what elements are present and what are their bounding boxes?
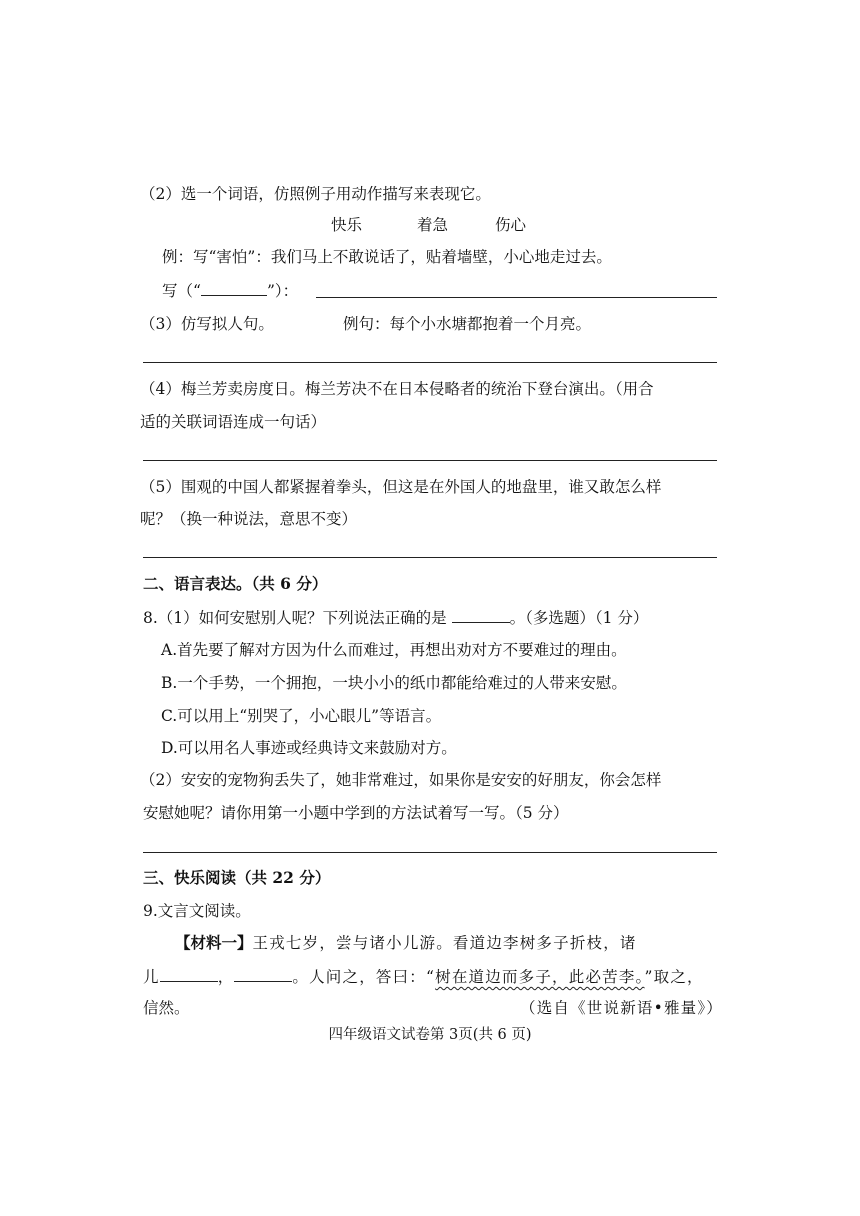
blank-1[interactable] <box>160 965 218 982</box>
option-a: A.首先要了解对方因为什么而难过，再想出劝对方不要难过的理由。 <box>161 641 627 659</box>
option-c: C.可以用上“别哭了，小心眼儿”等语言。 <box>161 707 442 725</box>
q8-2-line1: （2）安安的宠物狗丢失了，她非常难过，如果你是安安的好朋友，你会怎样 <box>140 771 662 789</box>
page-footer: 四年级语文试卷第 3页(共 6 页) <box>328 1027 532 1043</box>
q7-2-prompt: （2）选一个词语，仿照例子用动作描写来表现它。 <box>140 185 491 203</box>
material-label: 【材料一】 <box>175 933 253 952</box>
q7-5-line1: （5）围观的中国人都紧握着拳头，但这是在外国人的地盘里，谁又敢怎么样 <box>140 478 662 496</box>
line2-sep: ， <box>217 968 235 986</box>
word-option-1: 快乐 <box>331 216 363 234</box>
q7-3-prompt: （3）仿写拟人句。 <box>140 315 274 333</box>
line2-end: ”取之， <box>644 968 704 986</box>
q7-4-line2: 适的关联词语连成一句话） <box>140 413 327 431</box>
option-b: B.一个手势，一个拥抱，一块小小的纸巾都能给难过的人带来安慰。 <box>161 674 627 692</box>
q8-2-line2: 安慰她呢？请你用第一小题中学到的方法试着写一写。（5 分） <box>143 804 569 822</box>
q7-3-example: 例句：每个小水塘都抱着一个月亮。 <box>343 315 592 333</box>
section2-title: 二、语言表达。（共 6 分） <box>143 574 328 593</box>
q7-5-line2: 呢？（换一种说法，意思不变） <box>140 510 358 528</box>
blank-2[interactable] <box>234 965 292 982</box>
answer-line-q7-4[interactable] <box>143 460 717 461</box>
option-d: D.可以用名人事迹或经典诗文来鼓励对方。 <box>161 739 457 757</box>
section3-title: 三、快乐阅读（共 22 分） <box>143 868 331 887</box>
q8-1-suffix: 。（多选题）（1 分） <box>509 609 649 627</box>
q8-1-prefix: 8.（1）如何安慰别人呢？下列说法正确的是 <box>143 609 447 627</box>
q7-2-example: 例：写“害怕”：我们马上不敢说话了，贴着墙壁，小心地走过去。 <box>162 248 612 266</box>
material-one-line3: 信然。 <box>143 999 190 1017</box>
source-citation: （选自《世说新语•雅量》） <box>520 999 723 1017</box>
answer-line-q7-5[interactable] <box>143 557 717 558</box>
write-mid: ”）： <box>266 282 299 300</box>
answer-line-q7-2[interactable] <box>316 297 717 298</box>
q8-1-answer-blank[interactable] <box>452 606 510 623</box>
answer-line-q7-3[interactable] <box>143 362 717 363</box>
material-one-line1 <box>175 932 637 954</box>
write-prefix: 写（“ <box>162 282 201 300</box>
line2-after: 。人问之，答曰：“ <box>292 968 436 986</box>
wavy-underlined-quote: 树在道边而多子，此必苦李。 <box>435 968 645 986</box>
material-one-line2 <box>143 965 704 988</box>
q8-1-prompt <box>143 606 648 629</box>
line2-start: 儿 <box>143 968 160 986</box>
answer-line-q8-2[interactable] <box>143 852 717 853</box>
word-option-2: 着急 <box>417 216 449 234</box>
q7-2-answer-row <box>162 279 298 302</box>
q7-4-line1: （4）梅兰芳卖房度日。梅兰芳决不在日本侵略者的统治下登台演出。（用合 <box>140 380 654 398</box>
word-blank[interactable] <box>201 279 267 296</box>
material-text-line1: 王戎七岁，尝与诸小儿游。看道边李树多子折枝，诸 <box>252 934 637 952</box>
q9-title: 9.文言文阅读。 <box>143 902 251 920</box>
word-option-3: 伤心 <box>495 216 527 234</box>
